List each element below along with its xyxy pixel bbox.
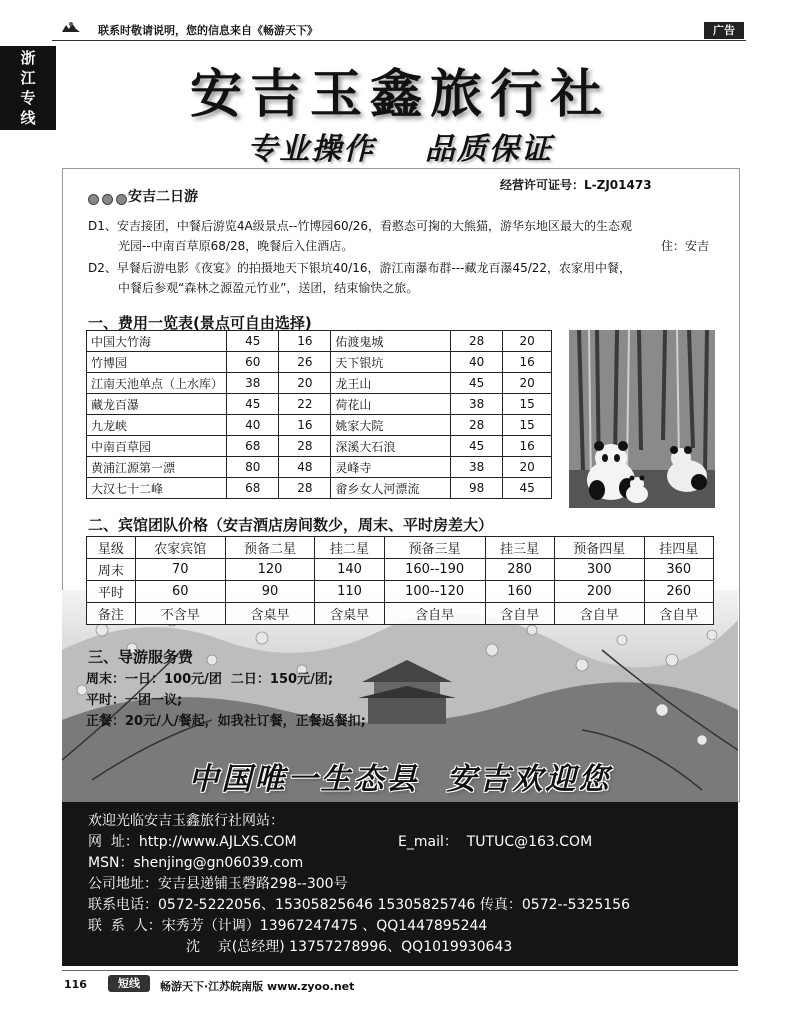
fee-price: 20 (503, 373, 552, 394)
hotel-cell: 含桌早 (225, 603, 315, 625)
hotel-cell: 160 (485, 581, 554, 603)
hotel-cell: 100--120 (384, 581, 485, 603)
side-tab-char: 专 (20, 89, 36, 107)
hotel-cell: 300 (554, 559, 644, 581)
agency-name: 安吉玉鑫旅行社 (189, 64, 610, 125)
guide-fee-weekend: 周末：一日：100元/团 二日：150元/团; (86, 672, 334, 687)
hotel-cell: 200 (554, 581, 644, 603)
contact-msn: MSN：shenjing@gn06039.com (88, 855, 304, 871)
fee-row (87, 331, 552, 352)
fee-site-name: 深溪大石浪 (331, 436, 451, 457)
guide-fee-meal: 正餐：20元/人/餐起，如我社订餐，正餐返餐扣; (86, 714, 366, 729)
fee-row (87, 478, 552, 499)
tour-title: 安吉二日游 (128, 189, 198, 205)
footer-publication: 畅游天下·江苏皖南版 www.zyoo.net (160, 980, 355, 993)
page-number: 116 (64, 978, 87, 991)
welcome-banner: 中国唯一生态县 安吉欢迎您 (188, 762, 612, 797)
fee-row (87, 415, 552, 436)
fee-price: 28 (451, 331, 503, 352)
fee-site-name: 中国大竹海 (87, 331, 227, 352)
day1-stay: 住：安吉 (661, 239, 710, 253)
fee-price: 20 (279, 373, 331, 394)
hotel-cell: 含自早 (644, 603, 713, 625)
hotel-row-remark (87, 603, 714, 625)
fee-site-name: 竹博园 (87, 352, 227, 373)
hotel-row-label: 周末 (87, 559, 136, 581)
hotel-cell: 260 (644, 581, 713, 603)
fee-price: 20 (503, 331, 552, 352)
fee-price: 38 (451, 394, 503, 415)
fee-site-name: 畲乡女人河漂流 (331, 478, 451, 499)
fee-site-name: 天下银坑 (331, 352, 451, 373)
hotel-cell: 预备二星 (225, 537, 315, 559)
hotel-cell: 挂三星 (485, 537, 554, 559)
fee-section-title: 一、费用一览表(景点可自由选择) (88, 314, 312, 332)
fee-site-name: 藏龙百瀑 (87, 394, 227, 415)
fee-price: 48 (279, 457, 331, 478)
hotel-cell: 280 (485, 559, 554, 581)
fee-row (87, 436, 552, 457)
fee-price: 20 (503, 457, 552, 478)
hotel-cell: 360 (644, 559, 713, 581)
fee-site-name: 灵峰寺 (331, 457, 451, 478)
hotel-cell: 160--190 (384, 559, 485, 581)
fee-site-name: 江南天池单点（上水库） (87, 373, 227, 394)
fee-price: 68 (227, 436, 279, 457)
day1-itinerary-cont: 光园--中南百草原68/28，晚餐后入住酒店。 (118, 239, 354, 253)
fee-price: 45 (451, 436, 503, 457)
fee-site-name: 中南百草园 (87, 436, 227, 457)
side-tab (0, 46, 56, 130)
fee-price: 15 (503, 394, 552, 415)
fee-price: 28 (279, 478, 331, 499)
hotel-row-label: 备注 (87, 603, 136, 625)
hotel-cell: 60 (135, 581, 225, 603)
hotel-section-title: 二、宾馆团队价格（安吉酒店房间数少，周末、平时房差大） (88, 516, 494, 534)
fee-price: 40 (227, 415, 279, 436)
fee-price: 45 (227, 394, 279, 415)
contact-phone: 联系电话：0572-5222056、15305825646 15305825746 传真：0572--5325156 (88, 897, 630, 913)
fee-site-name: 大汉七十二峰 (87, 478, 227, 499)
day1-itinerary: D1、安吉接团，中餐后游览4A级景点--竹博园60/26，看憨态可掬的大熊猫，游华东地区最大的生态观 (88, 219, 632, 233)
fee-price: 45 (451, 373, 503, 394)
hotel-cell: 含桌早 (315, 603, 384, 625)
bullet-dots-icon (88, 190, 130, 209)
fee-site-name: 荷花山 (331, 394, 451, 415)
license-number: 经营许可证号：L-ZJ01473 (500, 178, 652, 192)
panda-bamboo-photo (569, 330, 715, 508)
source-note: 联系时敬请说明，您的信息来自《畅游天下》 (98, 24, 318, 37)
fee-price: 38 (227, 373, 279, 394)
hotel-cell: 挂四星 (644, 537, 713, 559)
hotel-cell: 不含早 (135, 603, 225, 625)
contact-website[interactable]: 网 址：http://www.AJLXS.COM (88, 834, 297, 850)
fee-price: 98 (451, 478, 503, 499)
fee-row (87, 373, 552, 394)
fee-site-name: 黄浦江源第一漂 (87, 457, 227, 478)
magazine-logo-icon (60, 20, 82, 36)
fee-price: 16 (279, 415, 331, 436)
agency-slogan: 专业操作 品质保证 (247, 132, 553, 167)
side-tab-char: 浙 (20, 49, 36, 67)
hotel-cell: 预备四星 (554, 537, 644, 559)
hotel-cell: 140 (315, 559, 384, 581)
hotel-row-label: 平时 (87, 581, 136, 603)
ad-label: 广告 (704, 22, 744, 39)
side-tab-char: 线 (20, 109, 36, 127)
fee-site-name: 龙王山 (331, 373, 451, 394)
fee-price: 45 (227, 331, 279, 352)
contact-block (62, 802, 738, 966)
fee-price: 15 (503, 415, 552, 436)
section-badge: 短线 (108, 975, 150, 992)
fee-price: 68 (227, 478, 279, 499)
fee-price: 60 (227, 352, 279, 373)
hotel-cell: 110 (315, 581, 384, 603)
fee-price: 80 (227, 457, 279, 478)
hotel-cell: 农家宾馆 (135, 537, 225, 559)
hotel-cell: 含自早 (384, 603, 485, 625)
hotel-cell: 70 (135, 559, 225, 581)
fee-site-name: 姚家大院 (331, 415, 451, 436)
fee-row (87, 457, 552, 478)
fee-price: 28 (279, 436, 331, 457)
contact-person-2: 沈 京(总经理) 13757278996、QQ1019930643 (186, 939, 513, 955)
bullet-dot (102, 194, 113, 205)
bullet-dot (116, 194, 127, 205)
fee-table (86, 330, 552, 499)
contact-welcome: 欢迎光临安吉玉鑫旅行社网站： (88, 813, 284, 829)
hotel-cell: 含自早 (554, 603, 644, 625)
fee-price: 16 (503, 352, 552, 373)
contact-person-1: 联 系 人：宋秀芳（计调）13967247475 、QQ1447895244 (88, 918, 488, 934)
hotel-cell: 含自早 (485, 603, 554, 625)
hotel-cell: 挂二星 (315, 537, 384, 559)
day2-itinerary-cont: 中餐后参观“森林之源盈元竹业”，送团，结束愉快之旅。 (118, 281, 419, 295)
hotel-cell: 预备三星 (384, 537, 485, 559)
fee-price: 22 (279, 394, 331, 415)
fee-price: 40 (451, 352, 503, 373)
hotel-price-table (86, 536, 714, 625)
bullet-dot (88, 194, 99, 205)
hotel-row-header (87, 537, 714, 559)
hotel-cell: 120 (225, 559, 315, 581)
fee-price: 45 (503, 478, 552, 499)
fee-price: 26 (279, 352, 331, 373)
fee-row (87, 394, 552, 415)
day2-itinerary: D2、早餐后游电影《夜宴》的拍摄地天下银坑40/16，游江南瀑布群---藏龙百瀑45/22，农家用中餐， (88, 261, 632, 275)
fee-site-name: 九龙峡 (87, 415, 227, 436)
fee-price: 16 (279, 331, 331, 352)
guide-section-title: 三、导游服务费 (88, 648, 194, 666)
contact-address: 公司地址：安吉县递铺玉磬路298--300号 (88, 876, 348, 892)
fee-price: 28 (451, 415, 503, 436)
footer-rule (62, 970, 738, 971)
fee-price: 16 (503, 436, 552, 457)
hotel-row-weekend (87, 559, 714, 581)
contact-email[interactable]: E_mail： TUTUC@163.COM (398, 834, 593, 850)
side-tab-char: 江 (20, 69, 36, 87)
fee-price: 38 (451, 457, 503, 478)
hotel-row-weekday (87, 581, 714, 603)
hotel-row-label: 星级 (87, 537, 136, 559)
fee-site-name: 佑渡鬼城 (331, 331, 451, 352)
fee-row (87, 352, 552, 373)
guide-fee-weekday: 平时：一团一议; (86, 693, 183, 708)
hotel-cell: 90 (225, 581, 315, 603)
